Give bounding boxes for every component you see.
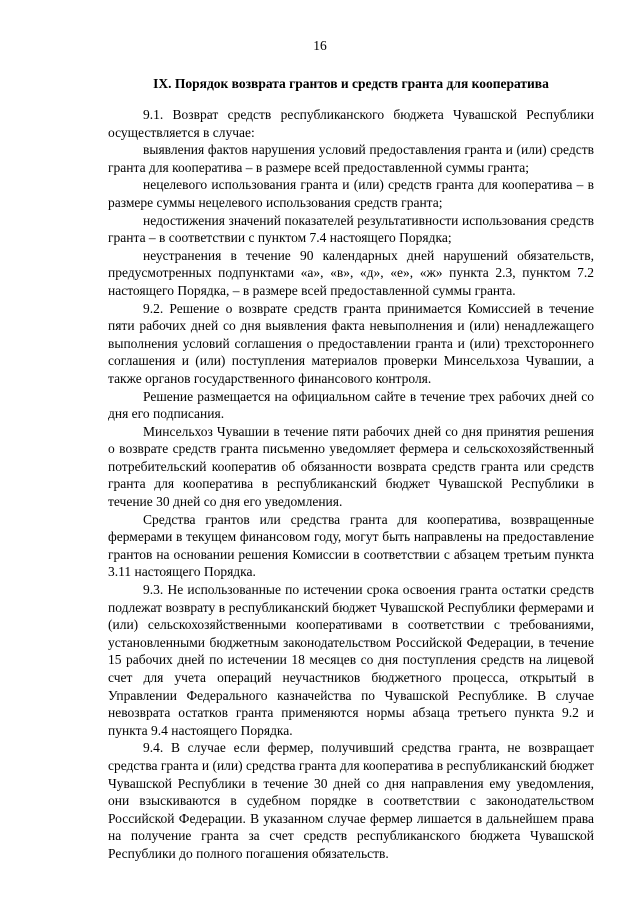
paragraph-9-2: 9.2. Решение о возврате средств гранта принимается Комиссией в течение пяти рабочих дней со дня выявления факта невыполнения и (или) ненадлежащего выполнения условий соглашения о предоставлении гранта и (или) трехстороннего соглашения и (или) поступления материалов проверки Минсельхоза Чувашии, а также органов государственного финансового контроля. [108, 300, 594, 386]
paragraph-9-2-notification: Минсельхоз Чувашии в течение пяти рабочих дней со дня принятия решения о возврате средств гранта письменно уведомляет фермера и сельскохозяйственный потребительский кооператив об обязанности возврата средств гранта или средств гранта для кооператива в республиканский бюджет Чувашской Республики в течение 30 дней со дня его уведомления. [108, 423, 594, 510]
paragraph-case-non-remedy: неустранения в течение 90 календарных дней нарушений обязательств, предусмотренных подпунктами «а», «в», «д», «е», «ж» пункта 2.3, пунктом 7.2 настоящего Порядка, – в размере всей предоставленной суммы гранта. [108, 247, 594, 298]
section-body [108, 106, 594, 863]
paragraph-9-2-publication: Решение размещается на официальном сайте в течение трех рабочих дней со дня его подписания. [108, 388, 594, 422]
paragraph-9-3: 9.3. Не использованные по истечении срока освоения гранта остатки средств подлежат возврату в республиканский бюджет Чувашской Республики фермерами и (или) сельскохозяйственными кооперативами в соответствии с требованиями, установленными бюджетным законодательством Российской Федерации, в течение 15 рабочих дней по истечении 18 месяцев со дня поступления средств на лицевой счет для учета операций неучастников бюджетного процесса, открытый в Управлении Федерального казначейства по Чувашской Республике. В случае невозврата остатков гранта применяются нормы абзаца третьего пункта 9.2 и пункта 9.4 настоящего Порядка. [108, 582, 594, 738]
paragraph-9-2-reallocation: Средства грантов или средства гранта для кооператива, возвращенные фермерами в текущем финансовом году, могут быть направлены на предоставление грантов на основании решения Комиссии в соответствии с абзацем третьим пункта 3.11 настоящего Порядка. [108, 511, 594, 580]
paragraph-case-violation: выявления фактов нарушения условий предоставления гранта и (или) средств гранта для кооператива – в размере всей предоставленной суммы гранта; [108, 142, 594, 175]
paragraph-case-misuse: нецелевого использования гранта и (или) средств гранта для кооператива – в размере суммы нецелевого использования средств гранта; [108, 177, 594, 210]
section-title: IX. Порядок возврата грантов и средств гранта для кооператива [153, 76, 549, 91]
paragraph-9-4: 9.4. В случае если фермер, получивший средства гранта, не возвращает средства гранта и (или) средства гранта для кооператива в республиканский бюджет Чувашской Республики в течение 30 дней со дня направления ему уведомления, они взыскиваются в судебном порядке в соответствии с законодательством Российской Федерации. В указанном случае фермер лишается в дальнейшем права на получение гранта за счет средств республиканского бюджета Чувашской Республики до полного погашения обязательств. [108, 740, 594, 861]
page-number: 16 [313, 38, 327, 53]
paragraph-case-performance: недостижения значений показателей результативности использования средств гранта – в соответствии с пунктом 7.4 настоящего Порядка; [108, 212, 594, 246]
paragraph-9-1: 9.1. Возврат средств республиканского бюджета Чувашской Республики осуществляется в случае: [108, 107, 594, 140]
